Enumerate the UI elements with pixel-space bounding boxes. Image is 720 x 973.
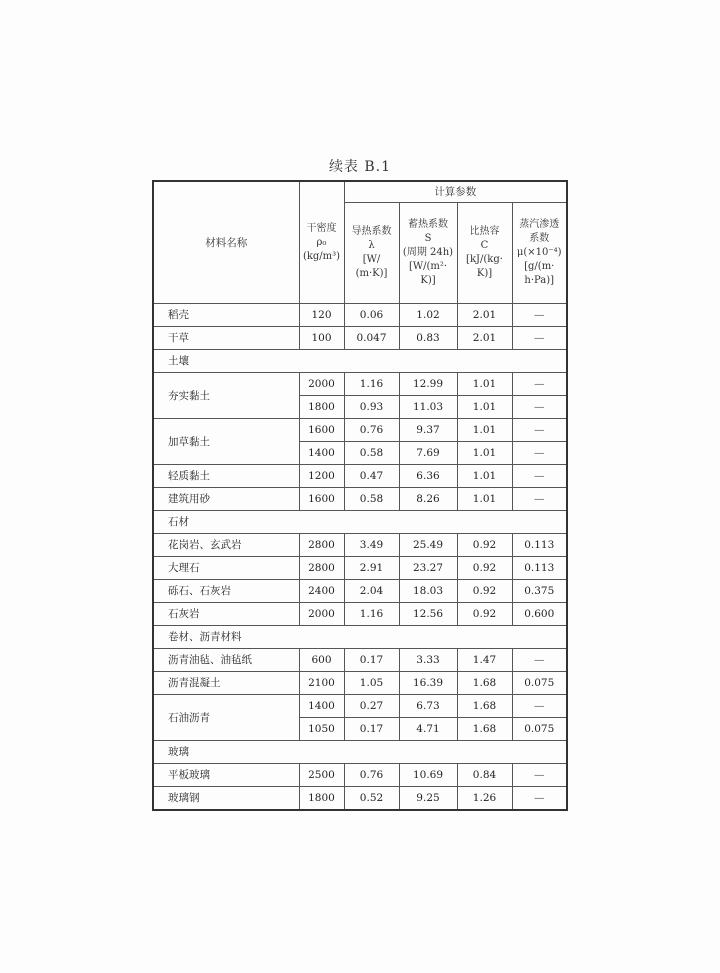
cell-s: 23.27 [399,557,457,580]
cell-lambda: 0.76 [344,764,399,787]
table-row [153,557,567,580]
table-row [153,787,567,811]
cell-density: 2800 [299,557,344,580]
cell-s: 10.69 [399,764,457,787]
cell-name: 平板玻璃 [153,764,299,787]
cell-lambda: 0.58 [344,442,399,465]
cell-mu: — [512,373,567,396]
header-specific-heat: 比热容 C [kJ/(kg· K)] [457,203,512,304]
table-row [153,672,567,695]
cell-c: 1.01 [457,396,512,419]
cell-s: 11.03 [399,396,457,419]
cell-mu: — [512,327,567,350]
table-row [153,304,567,327]
cell-c: 0.92 [457,534,512,557]
header-dry-density: 干密度 ρ₀ (kg/m³) [299,181,344,304]
cell-density: 2800 [299,534,344,557]
category-row [153,511,567,534]
cell-name: 石油沥青 [153,695,299,741]
cell-name: 砾石、石灰岩 [153,580,299,603]
table-row [153,534,567,557]
cell-s: 9.25 [399,787,457,811]
table-row [153,695,567,718]
category-label: 石材 [153,511,567,534]
cell-name: 加草黏土 [153,419,299,465]
material-parameters-table [152,180,568,811]
cell-s: 7.69 [399,442,457,465]
cell-density: 2000 [299,603,344,626]
header-conductivity: 导热系数 λ [W/ (m·K)] [344,203,399,304]
cell-mu: 0.113 [512,534,567,557]
cell-lambda: 0.06 [344,304,399,327]
category-row [153,741,567,764]
cell-density: 1800 [299,396,344,419]
cell-mu: — [512,764,567,787]
cell-name: 石灰岩 [153,603,299,626]
cell-density: 1800 [299,787,344,811]
cell-c: 2.01 [457,327,512,350]
header-heat-storage: 蓄热系数 S (周期 24h) [W/(m²· K)] [399,203,457,304]
table-row [153,327,567,350]
cell-c: 0.84 [457,764,512,787]
category-label: 玻璃 [153,741,567,764]
cell-density: 1400 [299,695,344,718]
cell-lambda: 0.17 [344,718,399,741]
table-body [153,304,567,811]
table-row [153,488,567,511]
table-caption: 续表 B.1 [328,159,392,175]
cell-s: 8.26 [399,488,457,511]
cell-density: 1050 [299,718,344,741]
table-row [153,373,567,396]
cell-mu: 0.600 [512,603,567,626]
cell-c: 0.92 [457,557,512,580]
cell-s: 0.83 [399,327,457,350]
cell-c: 0.92 [457,603,512,626]
cell-s: 12.56 [399,603,457,626]
cell-density: 2400 [299,580,344,603]
cell-density: 2500 [299,764,344,787]
cell-mu: — [512,442,567,465]
category-label: 土壤 [153,350,567,373]
header-material-name: 材料名称 [153,181,299,304]
cell-density: 600 [299,649,344,672]
cell-lambda: 0.76 [344,419,399,442]
table-row [153,419,567,442]
cell-mu: — [512,419,567,442]
category-row [153,626,567,649]
cell-density: 1200 [299,465,344,488]
cell-mu: — [512,787,567,811]
header-calc-params: 计算参数 [344,181,567,203]
table-row [153,649,567,672]
cell-c: 1.01 [457,488,512,511]
cell-mu: — [512,649,567,672]
cell-name: 花岗岩、玄武岩 [153,534,299,557]
cell-c: 1.68 [457,695,512,718]
cell-lambda: 2.04 [344,580,399,603]
cell-name: 玻璃钢 [153,787,299,811]
category-label: 卷材、沥青材料 [153,626,567,649]
cell-lambda: 0.047 [344,327,399,350]
cell-mu: 0.375 [512,580,567,603]
cell-c: 1.68 [457,672,512,695]
cell-lambda: 0.52 [344,787,399,811]
cell-name: 夯实黏土 [153,373,299,419]
category-row [153,350,567,373]
cell-c: 1.01 [457,465,512,488]
cell-s: 6.73 [399,695,457,718]
table-row [153,764,567,787]
cell-lambda: 2.91 [344,557,399,580]
cell-s: 12.99 [399,373,457,396]
cell-lambda: 0.27 [344,695,399,718]
cell-s: 25.49 [399,534,457,557]
cell-mu: 0.075 [512,672,567,695]
cell-density: 1600 [299,488,344,511]
cell-lambda: 1.16 [344,603,399,626]
cell-name: 大理石 [153,557,299,580]
cell-c: 0.92 [457,580,512,603]
cell-lambda: 1.16 [344,373,399,396]
cell-density: 1600 [299,419,344,442]
cell-s: 18.03 [399,580,457,603]
cell-c: 1.01 [457,373,512,396]
cell-density: 100 [299,327,344,350]
cell-name: 沥青油毡、油毡纸 [153,649,299,672]
cell-density: 120 [299,304,344,327]
cell-s: 4.71 [399,718,457,741]
cell-name: 稻壳 [153,304,299,327]
cell-mu: — [512,465,567,488]
cell-s: 6.36 [399,465,457,488]
cell-name: 轻质黏土 [153,465,299,488]
cell-mu: — [512,488,567,511]
cell-mu: — [512,695,567,718]
header-vapor-permeability: 蒸汽渗透 系数 μ(×10⁻⁴) [g/(m· h·Pa)] [512,203,567,304]
cell-mu: — [512,396,567,419]
cell-name: 建筑用砂 [153,488,299,511]
cell-lambda: 0.58 [344,488,399,511]
cell-lambda: 0.47 [344,465,399,488]
cell-c: 2.01 [457,304,512,327]
cell-s: 9.37 [399,419,457,442]
cell-s: 1.02 [399,304,457,327]
table-row [153,465,567,488]
table-row [153,580,567,603]
cell-mu: 0.075 [512,718,567,741]
cell-lambda: 1.05 [344,672,399,695]
cell-c: 1.47 [457,649,512,672]
cell-mu: — [512,304,567,327]
cell-s: 16.39 [399,672,457,695]
cell-name: 沥青混凝土 [153,672,299,695]
cell-lambda: 0.93 [344,396,399,419]
cell-name: 干草 [153,327,299,350]
cell-c: 1.26 [457,787,512,811]
cell-mu: 0.113 [512,557,567,580]
cell-c: 1.68 [457,718,512,741]
cell-density: 2100 [299,672,344,695]
cell-lambda: 0.17 [344,649,399,672]
cell-c: 1.01 [457,419,512,442]
cell-density: 1400 [299,442,344,465]
cell-lambda: 3.49 [344,534,399,557]
cell-s: 3.33 [399,649,457,672]
cell-density: 2000 [299,373,344,396]
cell-c: 1.01 [457,442,512,465]
table-row [153,603,567,626]
